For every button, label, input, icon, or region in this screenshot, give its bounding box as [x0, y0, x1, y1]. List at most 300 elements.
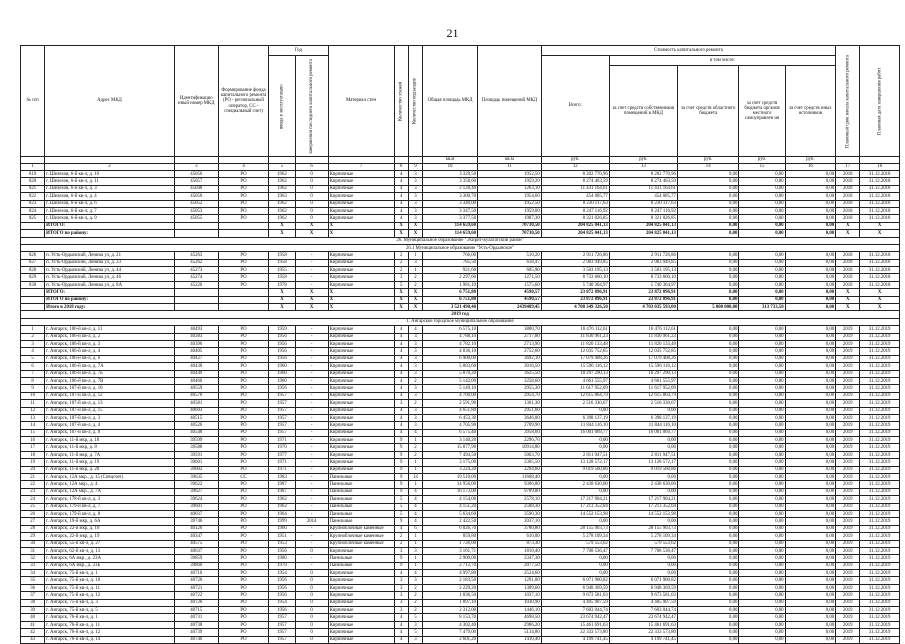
table-cell: 1951	[269, 533, 295, 540]
table-cell: 7 708 536,47	[541, 547, 609, 554]
table-cell: 0,00	[739, 636, 785, 643]
table-cell: 2019	[836, 555, 860, 562]
table-cell	[218, 222, 269, 229]
table-cell: 1959,00	[478, 207, 542, 214]
table-cell: 2986,20	[478, 621, 542, 628]
header-regional: за счет средств областного бюджета	[677, 66, 739, 157]
table-cell: 9306,80	[478, 481, 542, 488]
table-cell: 0,00	[785, 200, 836, 207]
table-cell: 1958	[269, 252, 295, 259]
table-cell: 31.12.2019	[860, 348, 900, 355]
table-cell: 1999	[269, 518, 295, 525]
table-cell: Кирпичные	[328, 340, 394, 347]
table-cell: РО	[218, 207, 269, 214]
table-cell: 1410,40	[478, 636, 542, 643]
table-cell: 3	[408, 178, 422, 185]
table-cell: 23 872 896,91	[541, 289, 609, 296]
table-cell: -	[295, 533, 328, 540]
table-cell: 45048	[174, 185, 218, 192]
table-cell: 1957	[269, 407, 295, 414]
table-cell: 8 153,70	[423, 614, 478, 621]
table-cell: Кирпичные	[328, 171, 394, 178]
table-cell: 39859	[174, 555, 218, 562]
table-cell: 1 726,00	[423, 540, 478, 547]
table-cell: 17 079 408,26	[541, 355, 609, 362]
table-cell: п. Усть-Ордынский, Ленина ул, д. 21	[45, 252, 175, 259]
table-cell: 8	[21, 377, 45, 384]
table-cell: Кирпичные	[328, 466, 394, 473]
table-cell: Кирпичные	[328, 592, 394, 599]
table-cell: 0,00	[785, 274, 836, 281]
table-cell: 921,60	[423, 267, 478, 274]
table-cell: Кирпичные	[328, 193, 394, 200]
table-cell: 4	[394, 629, 408, 636]
table-cell: 0,00	[785, 178, 836, 185]
table-cell: 6 398 137,19	[609, 414, 677, 421]
table-cell: 6 398 137,19	[541, 414, 609, 421]
table-cell: Кирпичные	[328, 370, 394, 377]
table-cell: 3	[408, 355, 422, 362]
table-cell: -	[295, 429, 328, 436]
table-cell: 22 333 573,80	[541, 629, 609, 636]
table-cell: Кирпичные	[328, 333, 394, 340]
table-cell: 0,00	[739, 599, 785, 606]
table-cell: 28 155 903,73	[609, 525, 677, 532]
table-cell: 40438	[174, 363, 218, 370]
table-cell: 4 836,10	[423, 348, 478, 355]
table-cell: 3780,80	[478, 525, 542, 532]
table-cell	[174, 296, 218, 303]
table-cell: 4	[394, 525, 408, 532]
table-cell: 45273	[174, 267, 218, 274]
table-cell: 0,00	[677, 570, 739, 577]
table-cell: 0,00	[785, 577, 836, 584]
table-cell: 2 297,60	[423, 274, 478, 281]
table-cell: 0,00	[677, 444, 739, 451]
table-cell: 8 733 660,10	[541, 274, 609, 281]
table-cell: г. Ангарск, 107-й кв-л, д. 12	[45, 392, 175, 399]
table-cell: Кирпичные	[328, 584, 394, 591]
section-heading-row	[21, 244, 900, 251]
table-cell: 45052	[174, 200, 218, 207]
table-cell: 39635	[174, 474, 218, 481]
table-cell: 29	[21, 533, 45, 540]
table-cell: 0,00	[677, 414, 739, 421]
table-cell: 11 617 952,09	[609, 385, 677, 392]
table-cell: 4	[394, 636, 408, 643]
table-cell: Кирпичные	[328, 200, 394, 207]
table-cell: 0,00	[677, 437, 739, 444]
table-cell: 2 713,70	[423, 562, 478, 569]
table-cell: 1962	[269, 171, 295, 178]
table-cell: 0,00	[677, 451, 739, 458]
table-cell: 31.12.2019	[860, 392, 900, 399]
table-cell: г. Ангарск, 107-й кв-л, д. 3	[45, 414, 175, 421]
table-cell: 0,00	[739, 474, 785, 481]
column-number: 13	[609, 164, 677, 171]
table-cell: г. Ангарск, 106-й кв-л, д. 3	[45, 340, 175, 347]
table-cell: 0	[295, 577, 328, 584]
table-cell: 3	[408, 193, 422, 200]
table-cell: -	[295, 340, 328, 347]
table-row	[21, 636, 900, 643]
table-cell: 4 302,40	[423, 621, 478, 628]
subtotal-row	[21, 289, 900, 296]
table-cell: 2 422,50	[423, 518, 478, 525]
table-cell: 8 274 463,59	[541, 178, 609, 185]
table-cell: Панельные	[328, 562, 394, 569]
table-cell: 3 377,50	[423, 215, 478, 222]
table-cell: Кирпичные	[328, 355, 394, 362]
table-cell: 5 278 109,34	[609, 533, 677, 540]
table-cell: 0,00	[785, 377, 836, 384]
header-owners: за счет средств собственников помещений в МКД	[609, 66, 677, 157]
table-cell: 10914,80	[478, 444, 542, 451]
table-cell: РО	[218, 562, 269, 569]
table-cell: 2296,70	[478, 437, 542, 444]
table-cell: 1037,10	[478, 592, 542, 599]
table-cell	[21, 296, 45, 303]
table-cell: -	[295, 510, 328, 517]
table-cell: 40548	[174, 429, 218, 436]
table-cell: 0,00	[677, 547, 739, 554]
table-cell: 45053	[174, 207, 218, 214]
table-cell: 40449	[174, 370, 218, 377]
table-cell: Кирпичные	[328, 636, 394, 643]
table-cell: 3	[408, 215, 422, 222]
table-cell: 1962	[269, 178, 295, 185]
table-cell: 2018	[836, 207, 860, 214]
table-cell: 1957	[269, 414, 295, 421]
table-cell: -	[295, 422, 328, 429]
table-cell: 31.12.2019	[860, 437, 900, 444]
table-cell: РО	[218, 481, 269, 488]
table-cell: 1960	[269, 370, 295, 377]
table-cell: 0,00	[677, 377, 739, 384]
table-cell: 1987	[269, 481, 295, 488]
table-cell: 821	[21, 185, 45, 192]
table-cell: 1977	[269, 451, 295, 458]
table-cell: 0,00	[677, 178, 739, 185]
table-cell: г. Ангарск, 22-й мкр, д. 10	[45, 525, 175, 532]
table-cell: 15 596 116,12	[541, 363, 609, 370]
table-cell: 21	[21, 474, 45, 481]
table-cell: 0,00	[541, 437, 609, 444]
table-cell: 1956	[269, 584, 295, 591]
table-cell: 3	[394, 607, 408, 614]
table-cell: 3	[408, 547, 422, 554]
table-cell: РО	[218, 466, 269, 473]
table-cell: Панельные	[328, 555, 394, 562]
table-cell: X	[269, 304, 295, 311]
table-cell: 114 659,60	[423, 230, 478, 237]
table-cell: 19 510,00	[423, 474, 478, 481]
table-cell: -	[295, 555, 328, 562]
table-cell: 31.12.2019	[860, 503, 900, 510]
table-cell: РО	[218, 407, 269, 414]
table-cell: X	[269, 296, 295, 303]
table-cell: X	[295, 289, 328, 296]
table-cell: 0,00	[785, 281, 836, 288]
table-cell: 0	[295, 193, 328, 200]
table-cell: 0,00	[785, 599, 836, 606]
table-cell: X	[295, 296, 328, 303]
table-cell: 0,00	[677, 496, 739, 503]
table-cell: -	[295, 259, 328, 266]
table-cell: 4	[394, 178, 408, 185]
table-row	[21, 333, 900, 340]
table-row	[21, 429, 900, 436]
table-cell: 1957	[269, 422, 295, 429]
table-cell: 11 617 952,09	[541, 385, 609, 392]
table-cell: 4	[394, 215, 408, 222]
table-row	[21, 459, 900, 466]
table-cell: 4 199 741,45	[609, 636, 677, 643]
table-cell: 39588	[174, 444, 218, 451]
table-cell: Кирпичные	[328, 267, 394, 274]
table-cell	[218, 289, 269, 296]
table-cell: 0,00	[739, 348, 785, 355]
table-cell: 0,00	[785, 540, 836, 547]
table-cell: 1954,60	[478, 193, 542, 200]
table-cell: 873,30	[478, 540, 542, 547]
table-cell: Панельные	[328, 496, 394, 503]
table-cell: 1962	[269, 496, 295, 503]
table-cell: 2	[408, 584, 422, 591]
table-cell: г. Ангарск, 107-й кв-л, д. 13	[45, 400, 175, 407]
table-cell: 35	[21, 577, 45, 584]
table-cell: 1	[408, 481, 422, 488]
table-cell: 39602	[174, 466, 218, 473]
table-cell: 0	[295, 607, 328, 614]
table-cell: 31.12.2019	[860, 518, 900, 525]
table-cell: 40126	[174, 525, 218, 532]
table-cell: г. Ангарск, 6А мкр., д. 23Б	[45, 562, 175, 569]
header-year-last-repair: завершения последнего капитального ремонта	[295, 56, 328, 157]
table-cell: 37	[21, 592, 45, 599]
unit: руб.	[541, 157, 609, 164]
table-cell: 7 603 044,74	[609, 607, 677, 614]
table-cell: 0,00	[739, 451, 785, 458]
table-cell: 0,00	[739, 466, 785, 473]
table-cell: 0,00	[677, 614, 739, 621]
table-cell: 16	[21, 437, 45, 444]
table-cell: 3	[408, 363, 422, 370]
table-cell: 1971	[269, 466, 295, 473]
table-cell: 820	[21, 178, 45, 185]
table-cell: 0,00	[785, 584, 836, 591]
table-cell: Кирпичные	[328, 400, 394, 407]
section-title: 26. Муниципальное образование "Эхирит-Булагатский район"	[21, 237, 900, 244]
table-cell: 618,47	[478, 259, 542, 266]
column-number: 14	[677, 164, 739, 171]
table-cell: 1	[408, 252, 422, 259]
table-cell: РО	[218, 259, 269, 266]
unit: руб.	[785, 157, 836, 164]
table-row	[21, 525, 900, 532]
table-cell: 40581	[174, 400, 218, 407]
table-cell: 2019	[836, 348, 860, 355]
table-cell: 0	[295, 570, 328, 577]
table-cell: 0,00	[677, 392, 739, 399]
table-cell: 859,80	[423, 533, 478, 540]
table-cell: 34	[21, 570, 45, 577]
table-cell: X	[836, 304, 860, 311]
table-cell: 2019	[836, 429, 860, 436]
table-cell: 6	[21, 363, 45, 370]
table-cell: 0,00	[739, 252, 785, 259]
table-cell: г. Ангарск, 178-й кв-л, д. 3	[45, 496, 175, 503]
table-cell: 0,00	[739, 259, 785, 266]
table-row	[21, 481, 900, 488]
table-cell: 4 405 907,59	[609, 599, 677, 606]
table-cell: X	[328, 289, 394, 296]
table-cell: 823	[21, 200, 45, 207]
table-cell: 0,00	[785, 407, 836, 414]
table-cell: 2717,80	[478, 333, 542, 340]
table-cell: 3	[394, 584, 408, 591]
table-cell: 0,00	[739, 621, 785, 628]
table-cell: 0,00	[739, 326, 785, 333]
table-cell: 454 085,77	[541, 193, 609, 200]
table-cell: 2018	[836, 215, 860, 222]
table-cell: 2 983 949,85	[541, 259, 609, 266]
table-cell: 0,00	[609, 555, 677, 562]
table-cell: 0,00	[677, 540, 739, 547]
column-number: 11	[478, 164, 542, 171]
table-cell: 0	[295, 584, 328, 591]
table-cell: X	[328, 304, 394, 311]
table-cell: X	[860, 222, 900, 229]
table-cell: 5 142,00	[423, 377, 478, 384]
table-cell: 454 085,77	[609, 193, 677, 200]
table-cell: РО	[218, 584, 269, 591]
table-row	[21, 577, 900, 584]
table-row	[21, 562, 900, 569]
table-cell: 19	[21, 459, 45, 466]
table-cell: 31.12.2019	[860, 607, 900, 614]
table-cell: 0,00	[609, 437, 677, 444]
table-cell: 12 615 864,79	[541, 392, 609, 399]
table-cell: 2018	[836, 252, 860, 259]
table-cell: 3	[408, 621, 422, 628]
table-cell: 2	[408, 607, 422, 614]
table-cell: 4 760,00	[423, 392, 478, 399]
table-cell: Кирпичные	[328, 326, 394, 333]
table-cell: 0,00	[785, 629, 836, 636]
table-cell: Кирпичные	[328, 215, 394, 222]
table-cell	[218, 304, 269, 311]
column-number: 12	[541, 164, 609, 171]
table-cell: 0,00	[677, 296, 739, 303]
table-cell: 8 230 117,63	[541, 200, 609, 207]
table-cell: 4	[394, 392, 408, 399]
unit: руб.	[609, 157, 677, 164]
table-cell: РО	[218, 636, 269, 643]
table-cell: 766,00	[423, 252, 478, 259]
table-cell: 0,00	[785, 259, 836, 266]
table-cell: 0,00	[677, 348, 739, 355]
table-cell: 1963	[269, 193, 295, 200]
table-cell: 0,00	[739, 333, 785, 340]
table-cell: 0,00	[739, 525, 785, 532]
table-cell: 0,00	[739, 555, 785, 562]
table-cell: РО	[218, 496, 269, 503]
table-cell: РО	[218, 533, 269, 540]
table-cell: 3 175,00	[423, 459, 478, 466]
table-cell: 4 405 907,59	[541, 599, 609, 606]
table-cell	[174, 304, 218, 311]
table-cell: 0,00	[739, 230, 785, 237]
table-cell: 0,00	[785, 326, 836, 333]
table-cell: X	[408, 289, 422, 296]
table-cell: 4 154,00	[423, 496, 478, 503]
table-cell: 14 956,00	[423, 481, 478, 488]
table-cell: 1956	[269, 577, 295, 584]
table-cell: 4	[394, 377, 408, 384]
column-number: 10	[423, 164, 478, 171]
table-cell: Кирпичные	[328, 459, 394, 466]
table-cell: 23 872 896,91	[609, 296, 677, 303]
table-cell: 2	[394, 533, 408, 540]
table-cell: 1954	[269, 599, 295, 606]
table-cell: 0,00	[677, 171, 739, 178]
table-cell: 28	[21, 525, 45, 532]
table-cell: 0,00	[677, 252, 739, 259]
table-cell	[21, 289, 45, 296]
table-row	[21, 215, 900, 222]
table-cell: 0,00	[739, 400, 785, 407]
table-cell: 0,00	[677, 355, 739, 362]
header-including: в том числе:	[609, 56, 835, 66]
table-cell: ИТОГО по району:	[45, 296, 175, 303]
table-cell: 23 872 896,91	[541, 296, 609, 303]
table-cell: Крупноблочные каменные	[328, 525, 394, 532]
table-cell: 4 661 555,97	[541, 377, 609, 384]
table-cell: 8 202 770,96	[541, 171, 609, 178]
table-cell: 1956	[269, 607, 295, 614]
header-year: Год	[269, 46, 328, 56]
table-cell: 2	[394, 259, 408, 266]
table-cell: 1978	[269, 281, 295, 288]
table-cell: 4	[394, 355, 408, 362]
table-cell: Кирпичные	[328, 274, 394, 281]
table-cell: 2955,30	[478, 385, 542, 392]
table-cell: 0,00	[739, 171, 785, 178]
table-cell: 1361,30	[478, 400, 542, 407]
table-cell: 2019	[836, 621, 860, 628]
table-row	[21, 274, 900, 281]
column-number: 5	[269, 164, 295, 171]
table-cell: 204 825 041,13	[541, 230, 609, 237]
table-cell: Кирпичные	[328, 348, 394, 355]
table-cell: 31.12.2019	[860, 355, 900, 362]
table-cell: 2	[408, 400, 422, 407]
table-cell: 0,00	[739, 193, 785, 200]
table-cell: 0,00	[677, 584, 739, 591]
table-cell: X	[836, 230, 860, 237]
table-cell: 2019	[836, 525, 860, 532]
table-row	[21, 178, 900, 185]
table-cell: 4	[408, 503, 422, 510]
table-cell: 579 553,62	[609, 540, 677, 547]
table-cell: 9	[394, 444, 408, 451]
table-cell: 2	[408, 599, 422, 606]
table-cell: X	[836, 289, 860, 296]
table-cell: 3	[408, 171, 422, 178]
table-cell: 2	[408, 377, 422, 384]
table-cell: 4	[394, 200, 408, 207]
